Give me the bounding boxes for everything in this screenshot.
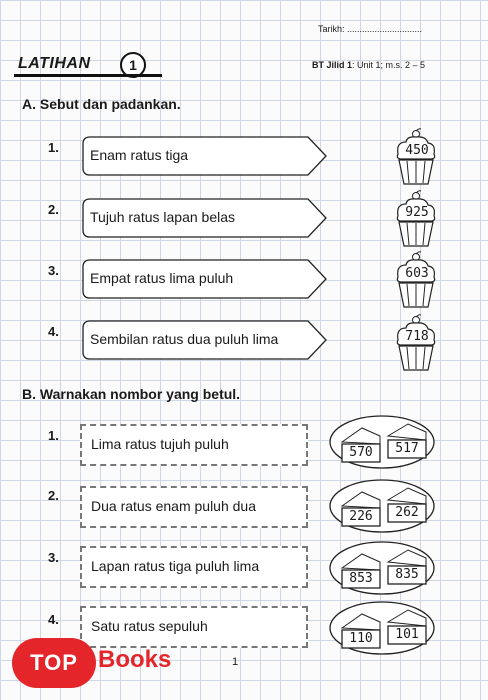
- word-number-text: Lima ratus tujuh puluh: [91, 436, 229, 452]
- section-b-title: B. Warnakan nombor yang betul.: [22, 386, 241, 402]
- question-b4-number: 4.: [48, 612, 59, 627]
- cupcake-icon: [390, 314, 440, 374]
- number-option-left[interactable]: 853: [349, 571, 373, 586]
- word-number-text: Enam ratus tiga: [90, 147, 189, 163]
- exercise-title: LATIHAN: [18, 55, 91, 72]
- word-number-text: Tujuh ratus lapan belas: [90, 209, 236, 225]
- exercise-number: 1: [120, 52, 146, 78]
- cupcake-number: 925: [405, 205, 429, 220]
- header-rule: [14, 74, 162, 77]
- cupcake-a1[interactable]: [390, 128, 440, 188]
- dashed-box-b2: [80, 486, 308, 528]
- number-option-right[interactable]: 101: [395, 627, 419, 642]
- reference-book: BT Jilid 1: [312, 60, 353, 70]
- question-a2-number: 2.: [48, 202, 59, 217]
- arrow-box-a4[interactable]: [82, 320, 328, 360]
- date-field: Tarikh: ..............................: [318, 24, 423, 34]
- reference-pages: : Unit 1; m.s. 2 – 5: [352, 60, 426, 70]
- question-a1-number: 1.: [48, 140, 59, 155]
- number-option-left[interactable]: 110: [349, 631, 373, 646]
- cupcake-a4[interactable]: [390, 314, 440, 374]
- number-option-right[interactable]: 835: [395, 567, 419, 582]
- number-option-right[interactable]: 262: [395, 505, 419, 520]
- question-b3-number: 3.: [48, 550, 59, 565]
- number-option-left[interactable]: 570: [349, 445, 373, 460]
- word-number-text: Lapan ratus tiga puluh lima: [91, 558, 260, 574]
- word-number-text: Satu ratus sepuluh: [91, 618, 208, 634]
- number-option-right[interactable]: 517: [395, 441, 419, 456]
- question-b2-number: 2.: [48, 488, 59, 503]
- topbooks-logo: [6, 620, 206, 690]
- page-number: 1: [232, 656, 239, 668]
- cupcake-number: 603: [405, 266, 429, 281]
- oval-b4: [328, 600, 436, 656]
- arrow-box-a1[interactable]: [82, 136, 328, 176]
- logo-books: Books: [98, 646, 172, 673]
- cupcake-a2[interactable]: [390, 190, 440, 250]
- cupcake-a3[interactable]: [390, 251, 440, 311]
- cupcake-icon: [390, 251, 440, 311]
- cupcake-icon: [390, 190, 440, 250]
- arrow-box-a2[interactable]: [82, 198, 328, 238]
- number-option-left[interactable]: 226: [349, 509, 373, 524]
- section-a-title: A. Sebut dan padankan.: [22, 96, 181, 112]
- word-number-text: Empat ratus lima puluh: [90, 270, 234, 286]
- oval-b2: [328, 478, 436, 534]
- word-number-text: Dua ratus enam puluh dua: [91, 498, 256, 514]
- arrow-box-a3[interactable]: [82, 259, 328, 299]
- cupcake-number: 450: [405, 143, 429, 158]
- cupcake-number: 718: [405, 329, 429, 344]
- logo-top: TOP: [12, 638, 96, 688]
- question-a4-number: 4.: [48, 324, 59, 339]
- word-number-text: Sembilan ratus dua puluh lima: [90, 331, 279, 347]
- question-a3-number: 3.: [48, 263, 59, 278]
- book-reference: [312, 60, 425, 70]
- cupcake-icon: [390, 128, 440, 188]
- oval-b3: [328, 540, 436, 596]
- question-b1-number: 1.: [48, 428, 59, 443]
- dashed-box-b1: [80, 424, 308, 466]
- oval-b1: [328, 414, 436, 470]
- dashed-box-b3: [80, 546, 308, 588]
- exercise-header: [14, 52, 144, 80]
